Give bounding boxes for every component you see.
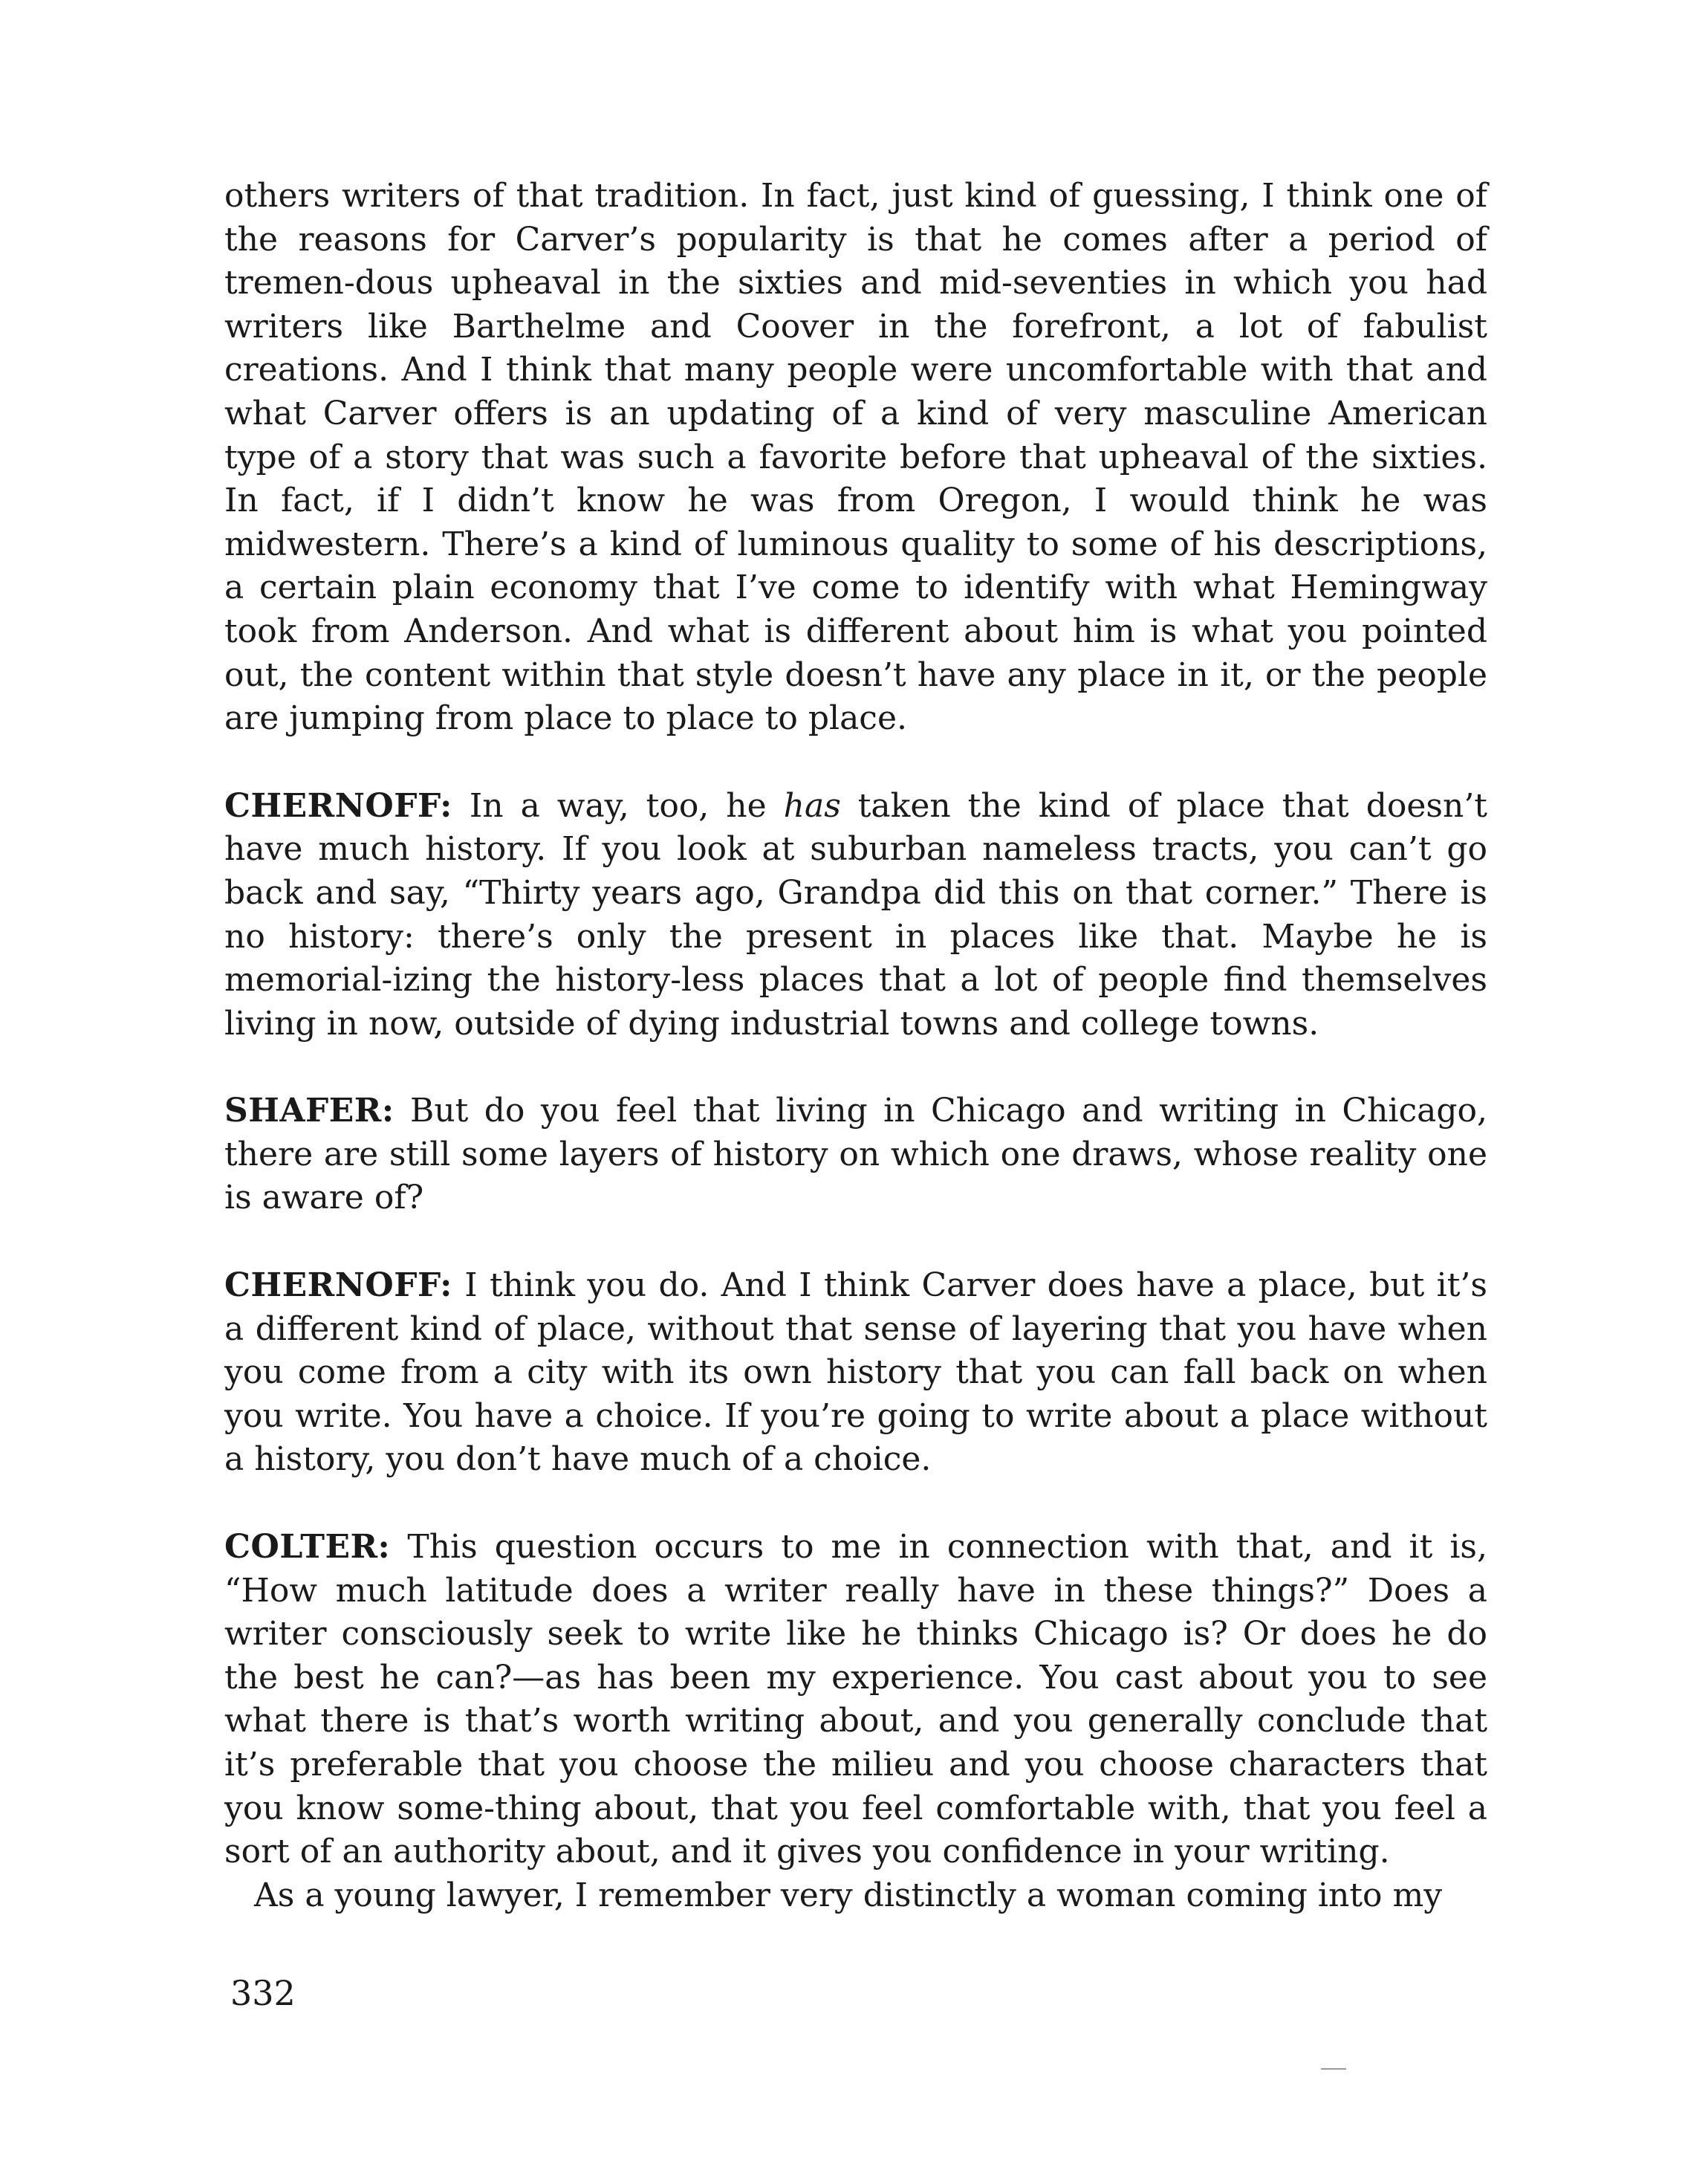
page-number: 332: [230, 1973, 296, 2013]
speaker-label: SHAFER:: [224, 1092, 394, 1130]
paragraph-shafer: [224, 1089, 1487, 1220]
paragraph-text: As a young lawyer, I remember very distinctly a woman coming into my: [254, 1876, 1443, 1914]
speaker-label: CHERNOFF:: [224, 1266, 452, 1305]
page-body: [224, 175, 1487, 1917]
paragraph-text: But do you feel that living in Chicago and writing in Chicago, there are still some layers of history on which one draws, whose reality one is aware of?: [224, 1092, 1487, 1217]
paragraph-text: taken the kind of place that doesn’t have much history. If you look at suburban nameless tracts, you can’t go back and say, “Thirty years ago, Grandpa did this on that corner.” There is no history: there’s only the present in places like that. Maybe he is memorial-izing the history-less places that a lot of people find themselves living in now, outside of dying industrial towns and college towns.: [224, 786, 1487, 1043]
paragraph-chernoff-1: [224, 785, 1487, 1046]
paragraph-chernoff-2: [224, 1264, 1487, 1482]
paragraph-text: This question occurs to me in connection with that, and it is, “How much latitude does a writer really have in these things?” Does a writer consciously seek to write like he thinks Chicago is? Or does he do the best he can?—as has been my experience. You cast about you to see what there is that’s worth writing about, and you generally conclude that it’s preferable that you choose the milieu and you choose characters that you know some-thing about, that you feel comfortable with, that you feel a sort of an authority about, and it gives you confidence in your writing.: [224, 1528, 1487, 1871]
paragraph-text: I think you do. And I think Carver does have a place, but it’s a different kind of place, without that sense of layering that you have when you come from a city with its own history that you can fall back on when you write. You have a choice. If you’re going to write about a place without a history, you don’t have much of a choice.: [224, 1266, 1487, 1479]
paragraph-colter: [224, 1526, 1487, 1874]
speaker-label: COLTER:: [224, 1528, 391, 1567]
emphasis-text: has: [783, 786, 841, 825]
speaker-label: CHERNOFF:: [224, 786, 452, 825]
paragraph-text: In a way, too, he: [452, 786, 784, 825]
paragraph-colter-continued: [224, 1874, 1487, 1918]
scan-mark: [1321, 2068, 1346, 2070]
paragraph-text: others writers of that tradition. In fact, just kind of guessing, I think one of the reasons for Carver’s popularity is that he comes after a period of tremen-dous upheaval in the sixties and mid-seventies in which you had writers like Barthelme and Coover in the forefront, a lot of fabulist creations. And I think that many people were uncomfortable with that and what Carver offers is an updating of a kind of very masculine American type of a story that was such a favorite before that upheaval of the sixties. In fact, if I didn’t know he was from Oregon, I would think he was midwestern. There’s a kind of luminous quality to some of his descriptions, a certain plain economy that I’ve come to identify with what Hemingway took from Anderson. And what is different about him is what you pointed out, the content within that style doesn’t have any place in it, or the people are jumping from place to place to place.: [224, 177, 1487, 738]
paragraph-continuation: [224, 175, 1487, 741]
